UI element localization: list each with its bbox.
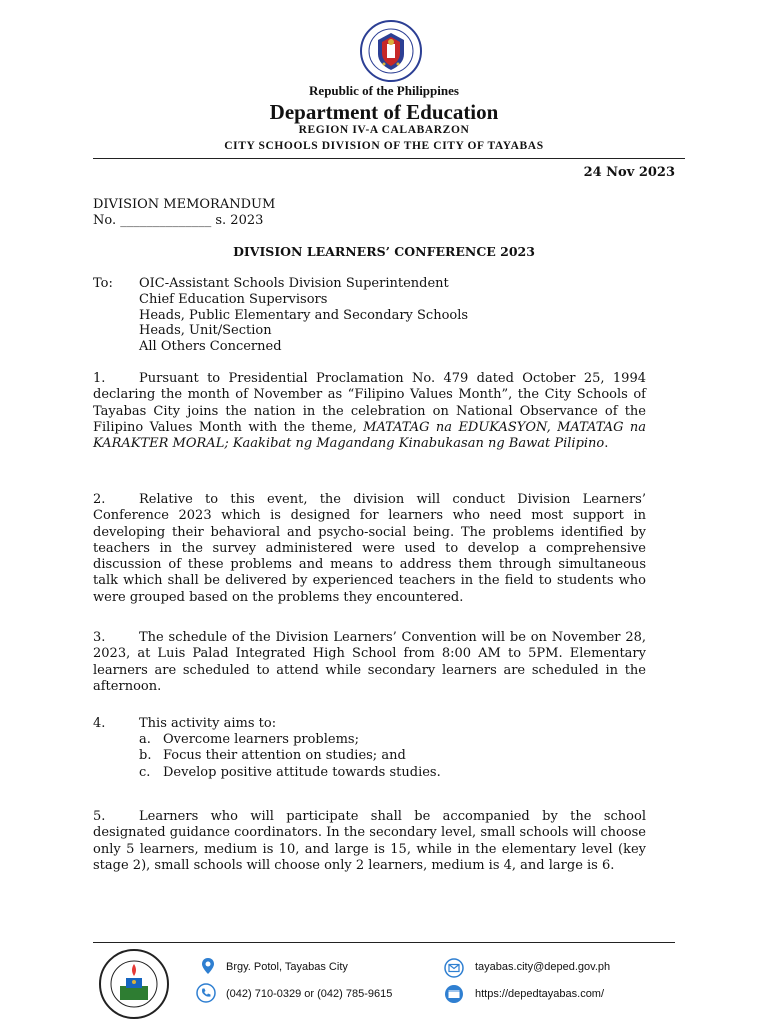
paragraph-3 [93, 630, 646, 695]
paragraph-text: This activity aims to: [139, 716, 277, 731]
memo-type-label: DIVISION MEMORANDUM [93, 197, 276, 212]
footer-divider [93, 942, 675, 943]
paragraph-5 [93, 809, 646, 874]
paragraph-number: 4. [93, 716, 106, 731]
paragraph-text: Pursuant to Presidential Proclamation No. 479 dated October 25, 1994 declaring the month of November as “Filipino Values Month”, the City Schools of Tayabas City joins the nation in the celebration on National Observance of the Filipino Values Month with the theme, [93, 371, 646, 435]
phone-icon [196, 983, 216, 1003]
paragraph-1 [93, 371, 646, 452]
paragraph-number: 3. [93, 630, 106, 645]
paragraph-number: 5. [93, 809, 106, 824]
paragraph-4 [93, 716, 646, 732]
objective-item [139, 732, 441, 748]
republic-heading: Republic of the Philippines [309, 83, 459, 98]
memo-date: 24 Nov 2023 [583, 165, 675, 180]
memo-number: No. ______________ s. 2023 [93, 213, 264, 228]
objective-letter: c. [139, 764, 151, 780]
division-logo [98, 948, 170, 1020]
footer-website[interactable]: https://depedtayabas.com/ [475, 988, 605, 1000]
footer-phone: (042) 710-0329 or (042) 785-9615 [226, 988, 393, 1000]
paragraph-2 [93, 492, 646, 606]
objective-text: Overcome learners problems; [163, 732, 359, 747]
paragraph-text: Relative to this event, the division will conduct Division Learners’ Conference 2023 which is designed for learners who need most support in developing their behavioral and psycho-social being. The problems identified by teachers in the survey administered were used to develop a comprehensive discussion of these problems and means to address them through simultaneous talk which shall be delivered by experienced teachers in the field to students who were grouped based on the problems they encountered. [93, 492, 646, 605]
objective-text: Focus their attention on studies; and [163, 748, 406, 764]
header-divider [93, 158, 685, 159]
department-heading: Department of Education [269, 100, 499, 124]
region-heading: REGION IV-A CALABARZON [298, 124, 470, 136]
objectives-list [139, 732, 441, 781]
recipient-item: Heads, Public Elementary and Secondary Schools [139, 307, 469, 323]
paragraph-number: 1. [93, 371, 106, 386]
recipient-item: Chief Education Supervisors [139, 291, 328, 307]
recipient-item: All Others Concerned [139, 339, 282, 355]
email-icon [444, 958, 464, 978]
location-pin-icon [198, 956, 218, 976]
theme-text: MATATAG na EDUKASYON, MATATAG na KARAKTER MORAL; Kaakibat ng Magandang Kinabukasan ng Bawat Pilipino [93, 419, 646, 452]
recipients-label: To: [93, 276, 113, 291]
paragraph-number: 2. [93, 492, 106, 507]
footer-address: Brgy. Potol, Tayabas City [226, 961, 348, 973]
recipient-item: Heads, Unit/Section [139, 323, 272, 339]
memo-subject: DIVISION LEARNERS’ CONFERENCE 2023 [233, 244, 535, 259]
objective-item [139, 765, 441, 781]
paragraph-end: . [604, 436, 609, 452]
objective-letter: a. [139, 732, 151, 747]
objective-letter: b. [139, 748, 152, 764]
objective-text: Develop positive attitude towards studies. [163, 764, 441, 780]
recipients-list [139, 276, 468, 355]
footer-email[interactable]: tayabas.city@deped.gov.ph [475, 961, 611, 973]
paragraph-text: Learners who will participate shall be accompanied by the school designated guidance coordinators. In the secondary level, small schools will choose only 5 learners, medium is 10, and large is 15, while in the elementary level (key stage 2), small schools will choose only 2 learners, medium is 4, and large is 6. [93, 809, 646, 873]
deped-seal-logo [360, 20, 422, 82]
recipient-item: OIC-Assistant Schools Division Superintendent [139, 276, 449, 291]
division-heading: CITY SCHOOLS DIVISION OF THE CITY OF TAYABAS [224, 140, 544, 152]
web-icon [444, 984, 464, 1004]
objective-item [139, 748, 441, 764]
paragraph-text: The schedule of the Division Learners’ Convention will be on November 28, 2023, at Luis Palad Integrated High School from 8:00 AM to 5PM. Elementary learners are scheduled to attend while secondary learners are scheduled in the afternoon. [93, 630, 646, 694]
